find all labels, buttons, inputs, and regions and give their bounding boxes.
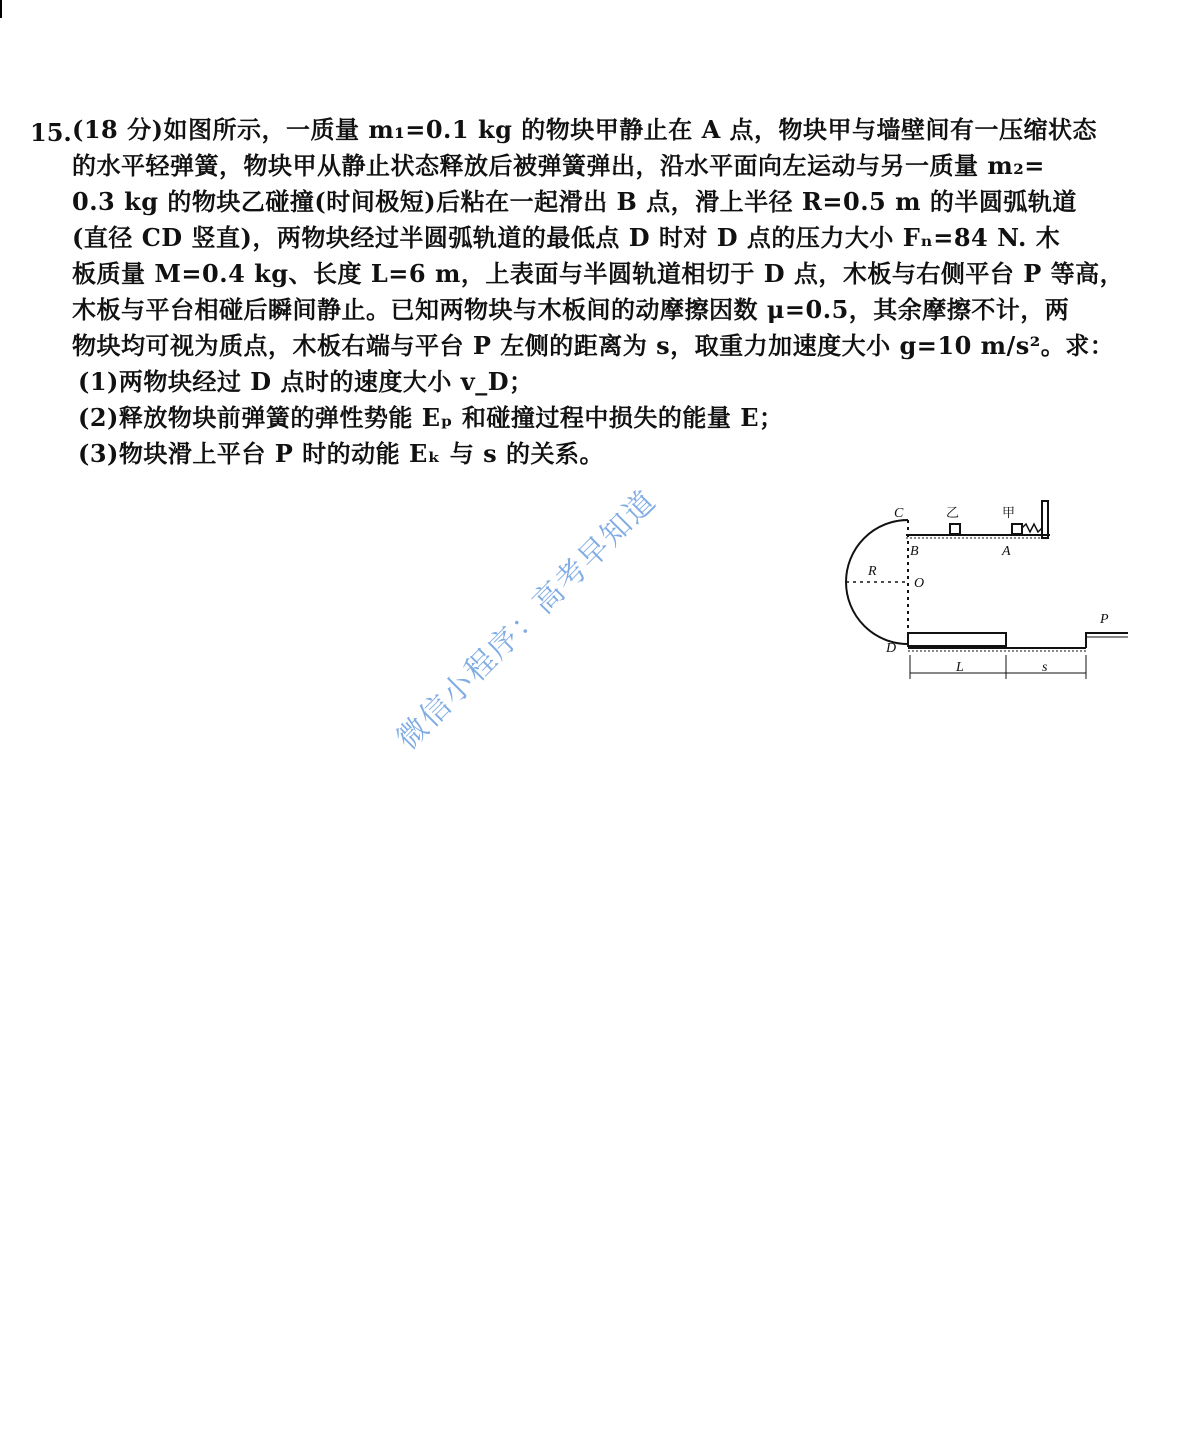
wall	[1042, 501, 1048, 538]
question-3: (3)物块滑上平台 P 时的动能 Eₖ 与 s 的关系。	[78, 439, 604, 468]
label-l: L	[956, 660, 964, 675]
problem-line-3: 0.3 kg 的物块乙碰撞(时间极短)后粘在一起滑出 B 点，滑上半径 R=0.5 m 的半圆弧轨道	[72, 187, 1077, 216]
problem-number: 15.	[30, 118, 72, 147]
label-p: P	[1100, 612, 1109, 627]
watermark: 微信小程序：高考早知道	[390, 483, 664, 757]
track-diagram	[830, 495, 1140, 690]
problem-line-2: 的水平轻弹簧，物块甲从静止状态释放后被弹簧弹出，沿水平面向左运动与另一质量 m₂=	[72, 151, 1045, 180]
label-s: s	[1042, 660, 1048, 675]
problem-line-5: 板质量 M=0.4 kg、长度 L=6 m，上表面与半圆轨道相切于 D 点，木板与右侧平台 P 等高，	[72, 259, 1125, 288]
problem-line-1: (18 分)如图所示，一质量 m₁=0.1 kg 的物块甲静止在 A 点，物块甲与墙壁间有一压缩状态	[72, 115, 1098, 144]
question-2: (2)释放物块前弹簧的弹性势能 Eₚ 和碰撞过程中损失的能量 E；	[78, 403, 784, 432]
block-yi	[950, 524, 960, 534]
question-1: (1)两物块经过 D 点时的速度大小 v_D；	[78, 367, 534, 396]
wooden-board	[908, 633, 1006, 646]
label-d: D	[886, 641, 897, 656]
scan-edge-mark	[0, 0, 2, 18]
problem-line-4: (直径 CD 竖直)，两物块经过半圆弧轨道的最低点 D 时对 D 点的压力大小 Fₙ=84 N. 木	[72, 223, 1061, 252]
spring	[1022, 524, 1042, 532]
label-r: R	[868, 564, 877, 579]
label-jia: 甲	[1002, 506, 1016, 521]
platform-p	[1086, 633, 1128, 648]
label-c: C	[894, 506, 904, 521]
block-jia	[1012, 524, 1022, 534]
label-o: O	[914, 576, 925, 591]
label-b: B	[910, 544, 919, 559]
label-a: A	[1002, 544, 1011, 559]
problem-line-7: 物块均可视为质点，木板右端与平台 P 左侧的距离为 s，取重力加速度大小 g=10 m/s²。求：	[72, 331, 1115, 360]
problem-line-6: 木板与平台相碰后瞬间静止。已知两物块与木板间的动摩擦因数 μ=0.5，其余摩擦不计，两	[72, 295, 1070, 324]
label-yi: 乙	[946, 506, 960, 521]
